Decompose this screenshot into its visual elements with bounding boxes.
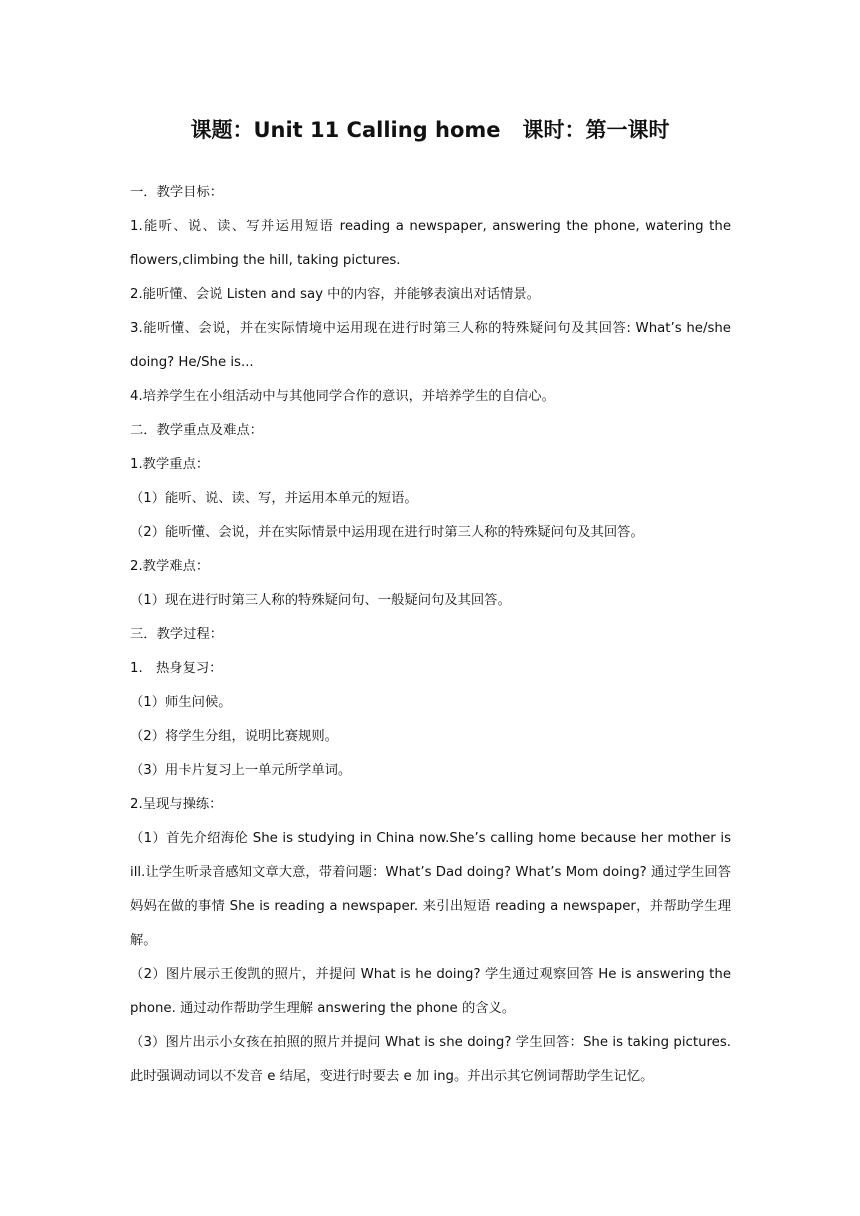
- subheading-key-points: 1.教学重点：: [130, 457, 210, 472]
- section-heading-objectives: 一．教学目标：: [130, 185, 224, 200]
- section-heading-process: 三．教学过程：: [130, 627, 224, 642]
- subheading-difficulties: 2.教学难点：: [130, 559, 210, 574]
- document-body: [130, 176, 731, 1094]
- presentation-item: （3）图片出示小女孩在拍照的照片并提问 What is she doing? 学生回答：She is taking pictures. 此时强调动词以不发音 e 结尾，变进行时要去 e 加 ing。并出示其它例词帮助学生记忆。: [130, 1035, 731, 1084]
- key-point-item: （1）能听、说、读、写，并运用本单元的短语。: [130, 491, 418, 506]
- warm-up-item: （1）师生问候。: [130, 695, 232, 710]
- warm-up-item: （2）将学生分组，说明比赛规则。: [130, 729, 338, 744]
- presentation-item: （1）首先介绍海伦 She is studying in China now.She’s calling home because her mother is ill.让学生听录音感知文章大意，带着问题：What’s Dad doing? What’s Mom doing? 通过学生回答妈妈在做的事情 She is reading a newspaper. 来引出短语 reading a newspaper，并帮助学生理解。: [130, 831, 731, 948]
- objective-item: 4.培养学生在小组活动中与其他同学合作的意识，并培养学生的自信心。: [130, 389, 555, 404]
- subheading-warm-up: 1. 热身复习：: [130, 661, 223, 676]
- warm-up-item: （3）用卡片复习上一单元所学单词。: [130, 763, 352, 778]
- objective-item: 2.能听懂、会说 Listen and say 中的内容，并能够表演出对话情景。: [130, 287, 540, 302]
- title-period: 课时：第一课时: [522, 118, 670, 142]
- objective-item: 3.能听懂、会说，并在实际情境中运用现在进行时第三人称的特殊疑问句及其回答: What’s he/she doing? He/She is...: [130, 321, 731, 370]
- section-heading-key-points: 二．教学重点及难点：: [130, 423, 263, 438]
- presentation-item: （2）图片展示王俊凯的照片，并提问 What is he doing? 学生通过观察回答 He is answering the phone. 通过动作帮助学生理解 answering the phone 的含义。: [130, 967, 731, 1016]
- key-point-item: （2）能听懂、会说，并在实际情景中运用现在进行时第三人称的特殊疑问句及其回答。: [130, 525, 644, 540]
- objective-item: 1.能听、说、读、写并运用短语 reading a newspaper, answering the phone, watering the flowers,climbing the hill, taking pictures.: [130, 219, 731, 268]
- title-lesson: 课题：Unit 11 Calling home: [190, 118, 501, 142]
- document-title: [0, 114, 860, 144]
- difficulty-item: （1）现在进行时第三人称的特殊疑问句、一般疑问句及其回答。: [130, 593, 511, 608]
- subheading-presentation: 2.呈现与操练：: [130, 797, 223, 812]
